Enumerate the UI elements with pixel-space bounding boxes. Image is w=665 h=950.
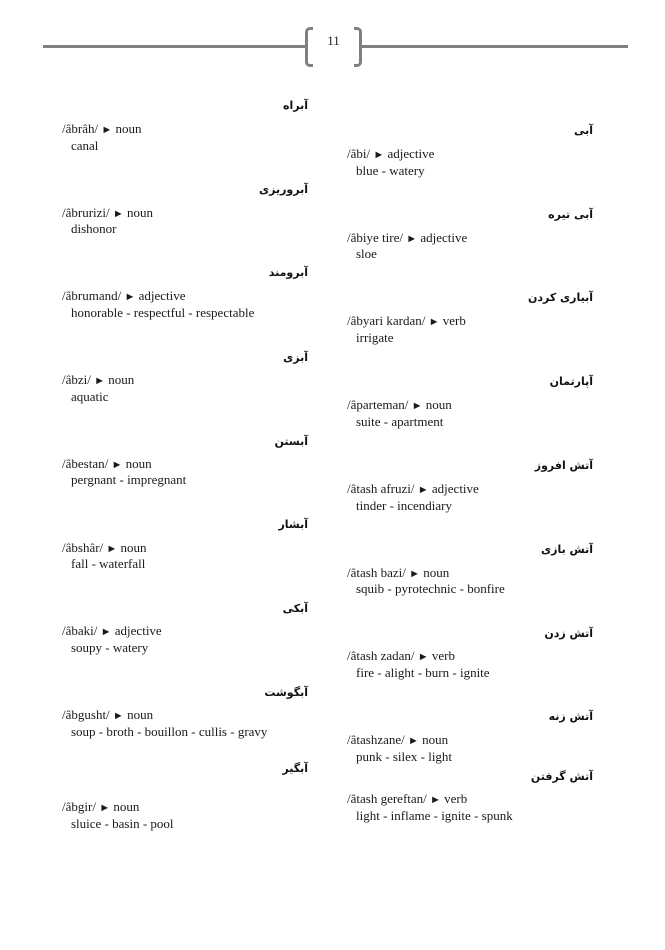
pronunciation-line bbox=[62, 707, 153, 723]
pronunciation: /âbrâh/ bbox=[62, 121, 99, 136]
headword: آتش زنه bbox=[548, 710, 593, 723]
header-rule-right bbox=[360, 45, 628, 48]
pronunciation: /âtash afruzi/ bbox=[347, 481, 415, 496]
pronunciation-line bbox=[347, 565, 449, 581]
pronunciation-line bbox=[62, 205, 153, 221]
headword: آتش زدن bbox=[544, 627, 593, 640]
part-of-speech: verb bbox=[442, 313, 466, 328]
part-of-speech: noun bbox=[423, 565, 450, 580]
arrow-right-icon: ► bbox=[406, 233, 418, 245]
definition: irrigate bbox=[356, 330, 394, 345]
part-of-speech: noun bbox=[127, 205, 154, 220]
headword: آبکی bbox=[282, 602, 308, 615]
arrow-right-icon: ► bbox=[417, 484, 429, 496]
arrow-right-icon: ► bbox=[112, 710, 124, 722]
pronunciation: /âbgusht/ bbox=[62, 707, 110, 722]
definition: sloe bbox=[356, 246, 377, 261]
definition: punk - silex - light bbox=[356, 749, 453, 764]
pronunciation: /âbzi/ bbox=[62, 372, 91, 387]
pronunciation-line bbox=[347, 397, 452, 413]
pronunciation: /âbgir/ bbox=[62, 799, 96, 814]
definition: soup - broth - bouillon - cullis - gravy bbox=[71, 724, 268, 739]
part-of-speech: adjective bbox=[114, 623, 162, 638]
headword: آپارتمان bbox=[549, 375, 593, 388]
arrow-right-icon: ► bbox=[373, 149, 385, 161]
header-rule-left bbox=[43, 45, 308, 48]
part-of-speech: adjective bbox=[138, 288, 186, 303]
arrow-right-icon: ► bbox=[428, 316, 440, 328]
arrow-right-icon: ► bbox=[100, 626, 112, 638]
headword: آبگیر bbox=[282, 762, 308, 775]
pronunciation-line bbox=[347, 481, 479, 497]
definition: squib - pyrotechnic - bonfire bbox=[356, 581, 505, 596]
definition: dishonor bbox=[71, 221, 117, 236]
definition: canal bbox=[71, 138, 99, 153]
headword: آبیاری کردن bbox=[527, 291, 593, 304]
arrow-right-icon: ► bbox=[408, 735, 419, 747]
part-of-speech: noun bbox=[127, 707, 154, 722]
definition: light - inflame - ignite - spunk bbox=[356, 808, 513, 823]
part-of-speech: noun bbox=[113, 799, 140, 814]
headword: آتش گرفتن bbox=[530, 770, 593, 783]
definition: aquatic bbox=[71, 389, 109, 404]
headword: آبی bbox=[573, 124, 593, 137]
definition: fire - alight - burn - ignite bbox=[356, 665, 490, 680]
headword: آبراه bbox=[282, 99, 308, 112]
headword: آبروریزی bbox=[259, 183, 308, 196]
pronunciation: /âbrurizi/ bbox=[62, 205, 110, 220]
pronunciation-line bbox=[347, 313, 466, 329]
part-of-speech: adjective bbox=[431, 481, 479, 496]
definition: soupy - watery bbox=[71, 640, 149, 655]
definition: honorable - respectful - respectable bbox=[71, 305, 255, 320]
definition: pergnant - impregnant bbox=[71, 472, 187, 487]
page-number: 11 bbox=[327, 33, 340, 48]
part-of-speech: noun bbox=[108, 372, 135, 387]
part-of-speech: noun bbox=[422, 732, 449, 747]
headword: آبشار bbox=[278, 518, 308, 531]
pronunciation-line bbox=[347, 230, 467, 246]
part-of-speech: noun bbox=[425, 397, 452, 412]
headword: آبگوشت bbox=[264, 686, 308, 699]
definition: tinder - incendiary bbox=[356, 498, 453, 513]
headword: آبرومند bbox=[268, 266, 308, 279]
arrow-right-icon: ► bbox=[94, 375, 106, 387]
part-of-speech: verb bbox=[431, 648, 455, 663]
definition: sluice - basin - pool bbox=[71, 816, 174, 831]
definition: fall - waterfall bbox=[71, 556, 146, 571]
arrow-right-icon: ► bbox=[430, 794, 441, 806]
part-of-speech: noun bbox=[120, 540, 147, 555]
pronunciation: /âbrumand/ bbox=[62, 288, 122, 303]
pronunciation-line bbox=[62, 799, 139, 815]
headword: آتش بازی bbox=[541, 543, 593, 556]
definition: blue - watery bbox=[356, 163, 425, 178]
headword: آبستن bbox=[274, 435, 308, 448]
pronunciation: /âbyari kardan/ bbox=[347, 313, 426, 328]
pronunciation: /âbaki/ bbox=[62, 623, 98, 638]
arrow-right-icon: ► bbox=[411, 400, 423, 412]
headword: آبی تیره bbox=[548, 208, 593, 221]
headword: آتش افروز bbox=[534, 459, 593, 472]
arrow-right-icon: ► bbox=[112, 208, 124, 220]
arrow-right-icon: ► bbox=[99, 802, 111, 814]
pronunciation: /âtash zadan/ bbox=[347, 648, 415, 663]
pronunciation-line bbox=[347, 732, 448, 748]
pronunciation-line bbox=[62, 456, 152, 472]
pronunciation-line bbox=[62, 540, 147, 556]
pronunciation-line bbox=[62, 288, 186, 304]
arrow-right-icon: ► bbox=[417, 651, 429, 663]
part-of-speech: verb bbox=[444, 791, 468, 806]
pronunciation: /âtash gereftan/ bbox=[347, 791, 427, 806]
headword: آبزی bbox=[283, 351, 308, 364]
pronunciation: /âbiye tire/ bbox=[347, 230, 403, 245]
pronunciation-line bbox=[347, 648, 455, 664]
pronunciation-line bbox=[62, 121, 141, 137]
arrow-right-icon: ► bbox=[124, 291, 136, 303]
arrow-right-icon: ► bbox=[409, 568, 420, 580]
pronunciation: /âbshâr/ bbox=[62, 540, 104, 555]
arrow-right-icon: ► bbox=[106, 543, 118, 555]
left-bracket-icon bbox=[305, 27, 313, 67]
pronunciation: /âtashzane/ bbox=[347, 732, 405, 747]
pronunciation-line bbox=[347, 791, 467, 807]
pronunciation: /âparteman/ bbox=[347, 397, 409, 412]
arrow-right-icon: ► bbox=[111, 459, 123, 471]
pronunciation: /âbi/ bbox=[347, 146, 371, 161]
pronunciation-line bbox=[62, 372, 134, 388]
pronunciation: /âtash bazi/ bbox=[347, 565, 406, 580]
pronunciation-line bbox=[62, 623, 162, 639]
pronunciation-line bbox=[347, 146, 434, 162]
part-of-speech: adjective bbox=[387, 146, 435, 161]
arrow-right-icon: ► bbox=[101, 124, 113, 136]
part-of-speech: noun bbox=[115, 121, 142, 136]
part-of-speech: adjective bbox=[420, 230, 468, 245]
part-of-speech: noun bbox=[125, 456, 152, 471]
definition: suite - apartment bbox=[356, 414, 444, 429]
pronunciation: /âbestan/ bbox=[62, 456, 109, 471]
